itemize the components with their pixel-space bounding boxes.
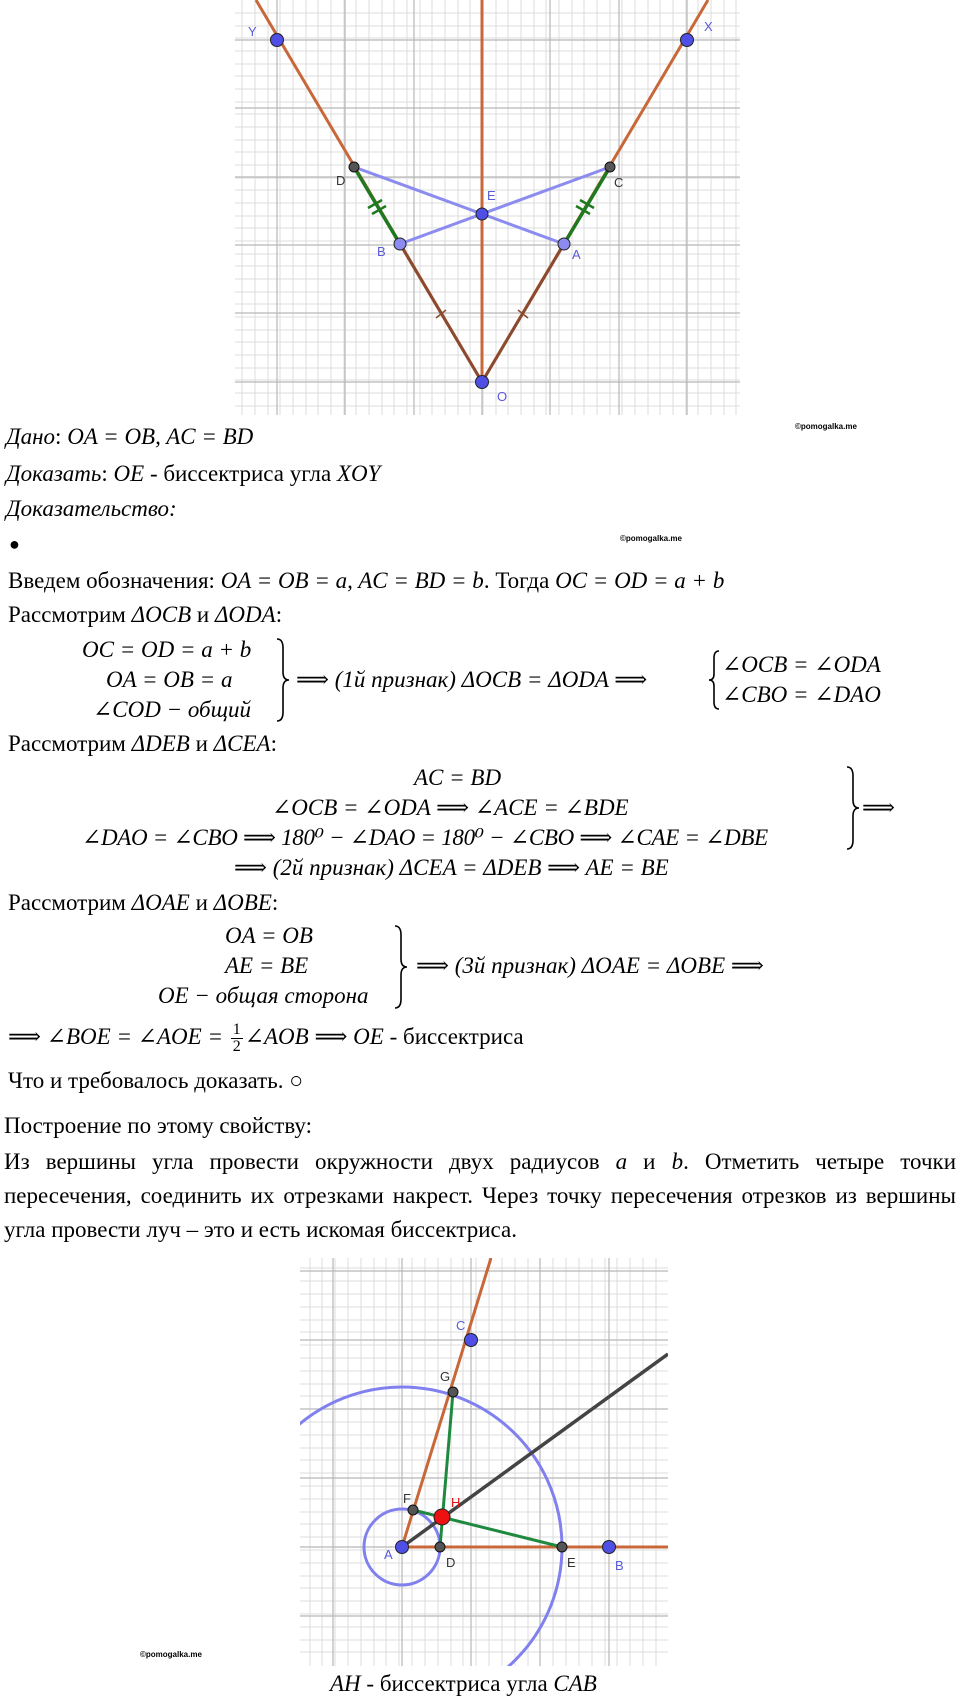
point-x (681, 34, 694, 47)
label-e: E (487, 188, 496, 203)
point-d (349, 162, 359, 172)
step1-conclusion-1: ∠OCB = ∠ODA (722, 652, 881, 677)
point-f (408, 1505, 418, 1515)
segment-bd (354, 167, 400, 244)
label-e2: E (567, 1555, 576, 1570)
qed-line: Что и требовалось доказать. ○ (8, 1068, 304, 1093)
step3-tri1: ΔOAE (131, 890, 190, 915)
prove-text: - биссектриса угла (144, 461, 337, 486)
step2-right-brace (846, 766, 860, 850)
final-den: 2 (232, 1038, 241, 1055)
step1-tri2: ΔODA (214, 602, 276, 627)
step1-tri1: ΔOCB (131, 602, 192, 627)
step1-line-2: OA = OB = a (106, 667, 233, 692)
point-b2 (603, 1541, 616, 1554)
intro-text-1: Введем обозначения: (8, 568, 221, 593)
label-a2: A (384, 1547, 393, 1562)
step2-tri1: ΔDEB (131, 731, 190, 756)
construction-a: a (615, 1149, 628, 1174)
label-b2: B (615, 1558, 624, 1573)
step3-title-text: Рассмотрим (8, 890, 132, 915)
bullet: ● (9, 534, 20, 554)
intro-line (8, 567, 724, 595)
segment-ac (564, 167, 610, 244)
step1-result: ⟹ (1й признак) ΔOCB = ΔODA ⟹ (296, 667, 648, 692)
step3-right-brace (394, 925, 408, 1009)
caption-ah: AH (330, 1671, 361, 1696)
label-c2: C (456, 1318, 466, 1333)
step3-result: ⟹ (3й признак) ΔOAE = ΔOBE ⟹ (416, 953, 764, 978)
ray-ac (402, 1258, 491, 1547)
step2-tri2: ΔCEA (213, 731, 271, 756)
step2-colon: : (270, 731, 277, 756)
step1-title-text: Рассмотрим (8, 602, 132, 627)
step3-colon: : (271, 890, 279, 915)
step3-and: и (189, 890, 214, 915)
step2-line-2: ∠OCB = ∠ODA ⟹ ∠ACE = ∠BDE (272, 795, 629, 820)
label-g: G (440, 1369, 451, 1384)
step2-line-3: ∠DAO = ∠CBO ⟹ 180⁰ − ∠DAO = 180⁰ − ∠CBO ⟹ ∠CAE = ∠DBE (82, 825, 768, 850)
figure-1-diagram (230, 0, 740, 410)
label-a: A (572, 247, 581, 262)
label-d2: D (446, 1555, 456, 1570)
construction-title: Построение по этому свойству: (4, 1113, 312, 1138)
prove-xoy: XOY (336, 461, 381, 486)
construction-b: b (671, 1149, 684, 1174)
given-text: OA = OB, AC = BD (67, 424, 254, 449)
step1-right-brace (276, 638, 290, 722)
point-h (434, 1509, 450, 1525)
construction-text-1: Из вершины угла провести окружности двух радиусов (4, 1149, 616, 1174)
point-c (605, 162, 615, 172)
step1-conclusion-2: ∠CBO = ∠DAO (722, 682, 881, 707)
construction-paragraph (4, 1145, 956, 1247)
given-line: Дано: OA = OB, AC = BD (6, 424, 254, 449)
step2-result: ⟹ (2й признак) ΔCEA = ΔDEB ⟹ AE = BE (234, 855, 669, 880)
step3-line-3: OE − общая сторона (158, 983, 369, 1008)
point-c2 (465, 1334, 478, 1347)
final-math-2: ∠AOB ⟹ OE (244, 1023, 384, 1049)
step1-line-1: OC = OD = a + b (82, 637, 252, 662)
point-y (271, 34, 284, 47)
prove-oe: OE (113, 461, 145, 486)
caption-cab: CAB (553, 1671, 597, 1696)
label-f: F (403, 1491, 411, 1506)
step1-left-brace (708, 650, 720, 710)
point-e (476, 208, 488, 220)
step2-title-text: Рассмотрим (8, 731, 132, 756)
step1-and: и (191, 602, 215, 627)
label-o: O (497, 389, 508, 404)
grid-1-major (235, 0, 740, 415)
given-label: Дано (6, 424, 56, 449)
watermark-1: ©pomogalka.me (795, 422, 857, 431)
grid-1 (235, 0, 740, 415)
construction-and: и (627, 1149, 672, 1174)
final-math-1: ⟹ ∠BOE = ∠AOE = (8, 1023, 229, 1049)
intro-text-2: . Тогда (483, 568, 556, 593)
step3-tri2: ΔOBE (213, 890, 272, 915)
final-text: - биссектриса (383, 1023, 524, 1049)
construction-text-2: . Отметить четыре точки пересечения, соединить их отрезками накрест. Через точку пересечения отрезков из вершины угла провести луч – это и есть искомая биссектриса. (4, 1149, 957, 1242)
point-d2 (435, 1542, 445, 1552)
intro-math-1: OA = OB = a, AC = BD = b (220, 568, 484, 593)
label-c: C (614, 175, 624, 190)
point-e2 (557, 1542, 567, 1552)
step3-line-2: AE = BE (225, 953, 309, 978)
step2-line-1: AC = BD (414, 765, 502, 790)
caption-text: - биссектриса угла (360, 1671, 554, 1696)
grid-2-major (300, 1258, 668, 1666)
label-b: B (377, 244, 386, 259)
step3-line-1: OA = OB (225, 923, 313, 948)
point-a (558, 238, 570, 250)
label-y: Y (248, 24, 257, 39)
step2-title (8, 730, 277, 758)
prove-label: Доказать (6, 461, 102, 486)
step3-title (8, 889, 278, 917)
point-o (476, 376, 489, 389)
grid-2 (300, 1258, 668, 1666)
point-g (448, 1387, 458, 1397)
point-a2 (396, 1541, 409, 1554)
step1-title (8, 601, 282, 629)
intro-math-2: OC = OD = a + b (555, 568, 725, 593)
point-b (394, 238, 406, 250)
figure-2-diagram (300, 1255, 670, 1667)
proof-label: Доказательство: (6, 496, 177, 521)
prove-line: Доказать: OE - биссектриса угла XOY (6, 461, 381, 486)
step2-and: и (189, 731, 214, 756)
final-line (8, 1022, 524, 1055)
label-h: H (451, 1495, 461, 1510)
label-x: X (704, 19, 713, 34)
final-num: 1 (232, 1021, 241, 1038)
watermark-2: ©pomogalka.me (620, 534, 682, 543)
label-d: D (336, 173, 346, 188)
caption (330, 1670, 597, 1698)
step1-colon: : (275, 602, 283, 627)
step2-arrow: ⟹ (862, 795, 895, 820)
watermark-3: ©pomogalka.me (140, 1650, 202, 1659)
final-fraction (231, 1022, 243, 1055)
step1-line-3: ∠COD − общий (93, 697, 251, 722)
